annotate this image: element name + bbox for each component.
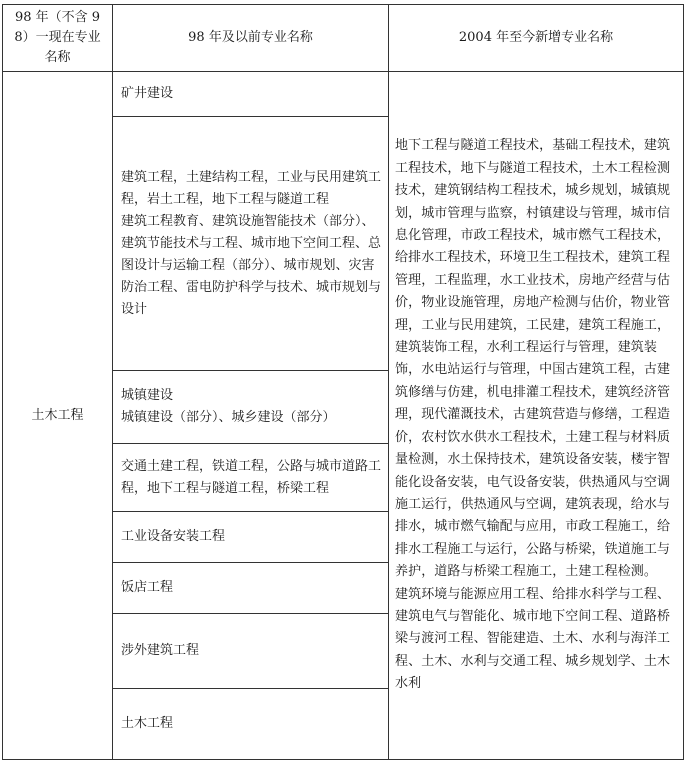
old-major-cell bbox=[113, 444, 389, 512]
old-major-cell bbox=[113, 117, 389, 371]
old-major-text: 饭店工程 bbox=[121, 580, 174, 595]
old-major-cell bbox=[113, 512, 389, 563]
table-row bbox=[3, 72, 684, 117]
old-major-text: 矿井建设 bbox=[121, 86, 174, 101]
header-current-major: 98 年（不含 98）一现在专业名称 bbox=[3, 5, 113, 72]
old-major-text: 城镇建设（部分）、城乡建设（部分） bbox=[121, 410, 336, 425]
old-major-cell bbox=[113, 563, 389, 614]
old-major-text: 建筑工程教育、建筑设施智能技术（部分）、建筑节能技术与工程、城市地下空间工程、总图设计与运输工程（部分）、城市规划、灾害防治工程、雷电防护科学与技术、城市规划与设计 bbox=[121, 213, 382, 317]
old-major-text: 城镇建设 bbox=[121, 388, 174, 403]
major-mapping-table bbox=[2, 4, 684, 760]
old-major-text: 土木工程 bbox=[121, 716, 174, 731]
old-major-text: 交通土建工程，铁道工程，公路与城市道路工程，地下工程与隧道工程，桥梁工程 bbox=[121, 458, 382, 496]
header-old-major: 98 年及以前专业名称 bbox=[113, 5, 389, 72]
current-major-cell: 土木工程 bbox=[3, 72, 113, 760]
new-major-text: 建筑环境与能源应用工程、给排水科学与工程、建筑电气与智能化、城市地下空间工程、道路桥梁与渡河工程、智能建造、土木、水利与海洋工程、土木、水利与交通工程、城乡规划学、土木水利 bbox=[395, 586, 671, 692]
old-major-text: 建筑工程，土建结构工程，工业与民用建筑工程，岩土工程，地下工程与隧道工程 bbox=[121, 169, 382, 207]
old-major-cell bbox=[113, 72, 389, 117]
old-major-cell bbox=[113, 371, 389, 444]
new-major-text: 地下工程与隧道工程技术，基础工程技术，建筑工程技术，地下与隧道工程技术，土木工程检测技术，建筑钢结构工程技术，城乡规划，城镇规划，城市管理与监察，村镇建设与管理，城市信息化管理，市政工程技术，城市燃气工程技术，给排水工程技术，环境卫生工程技术，建筑工程管理，工程监理，水工业技术，房地产经营与估价，物业设施管理，房地产检测与估价，物业管理，工业与民用建筑，工民建，建筑工程施工，建筑装饰工程，水利工程运行与管理，建筑装饰，水电站运行与管理，中国古建筑工程，古建筑修缮与仿建，机电排灌工程技术，建筑经济管理，现代灌溉技术，古建筑营造与修缮，工程造价，农村饮水供水工程技术，土建工程与材料质量检测，水土保持技术，建筑设备安装，楼宇智能化设备安装，电气设备安装，供热通风与空调施工运行，供热通风与空调，建筑表现，给水与排水，城市燃气输配与应用，市政工程施工，给排水工程施工与运行，公路与桥梁，铁道施工与养护，道路与桥梁工程施工，土建工程检测。 bbox=[395, 138, 671, 580]
new-major-cell bbox=[389, 72, 684, 760]
old-major-text: 涉外建筑工程 bbox=[121, 643, 200, 658]
header-new-major: 2004 年至今新增专业名称 bbox=[389, 5, 684, 72]
table-header-row bbox=[3, 5, 684, 72]
old-major-cell bbox=[113, 614, 389, 689]
old-major-text: 工业设备安装工程 bbox=[121, 529, 226, 544]
old-major-cell bbox=[113, 689, 389, 760]
